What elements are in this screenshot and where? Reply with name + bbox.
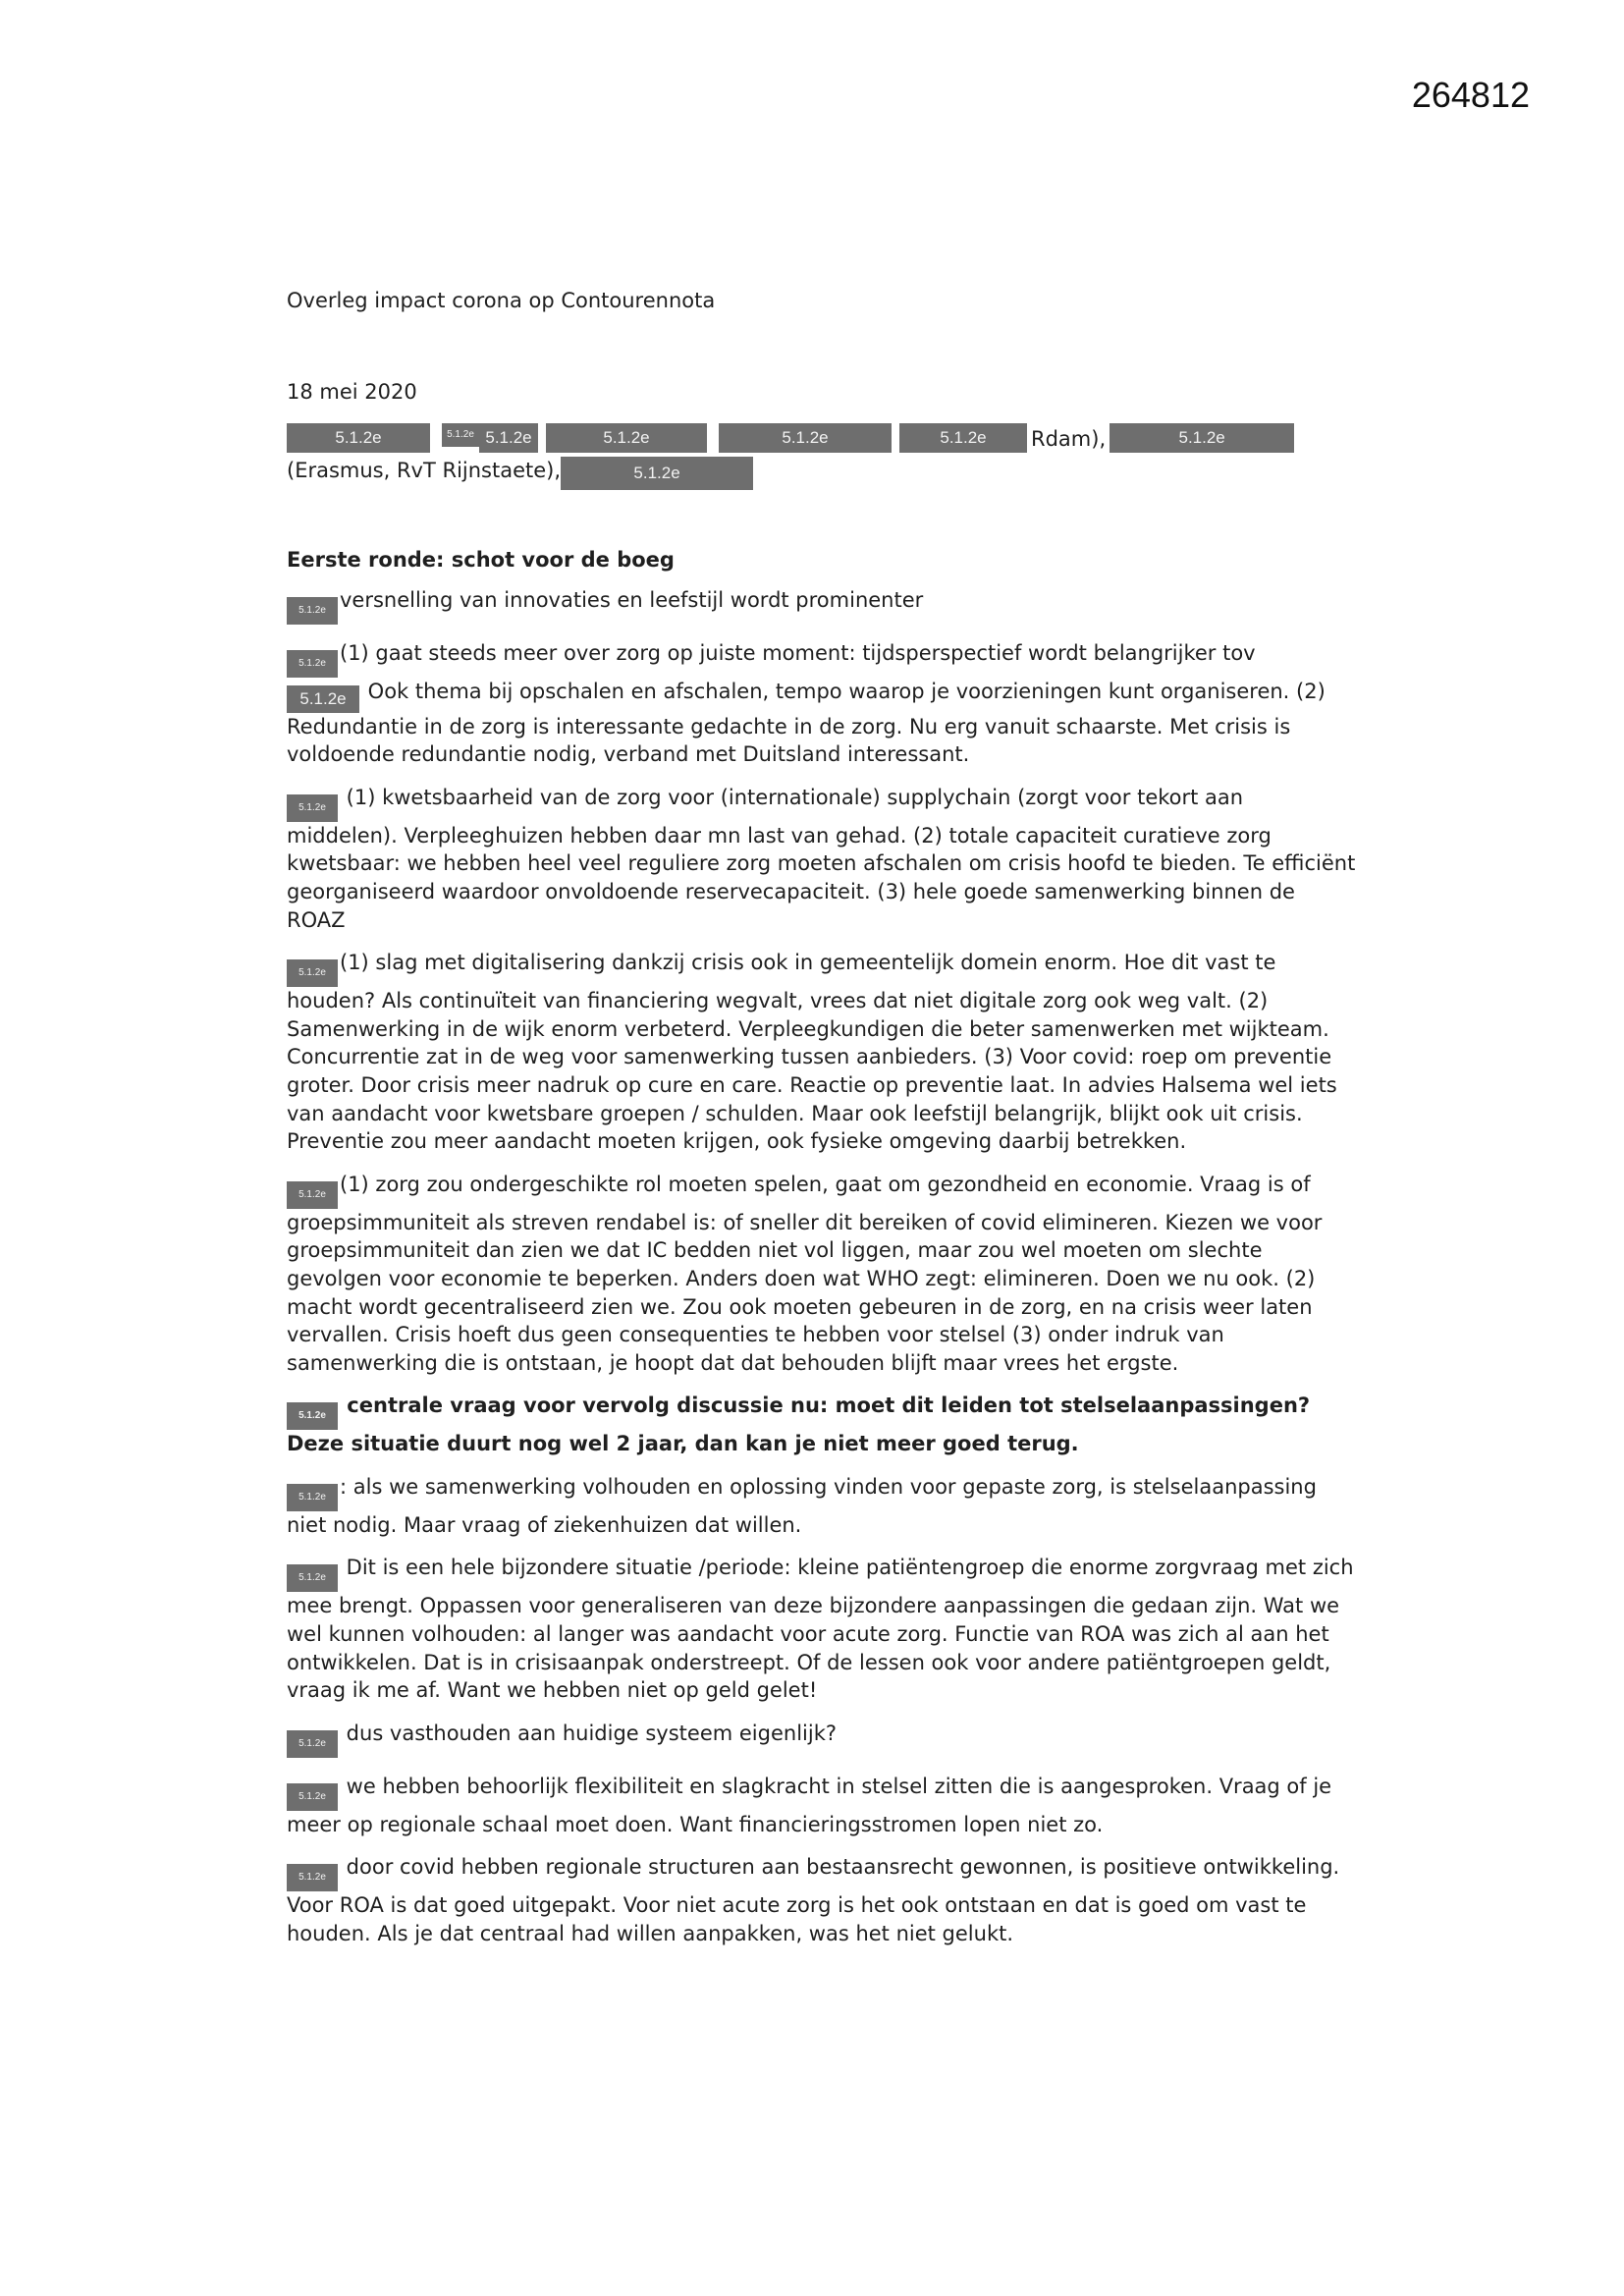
attendee-row-1 <box>287 423 1367 455</box>
redaction-block: 5.1.2e <box>1110 423 1294 453</box>
section-heading: Eerste ronde: schot voor de boeg <box>287 548 675 572</box>
redaction-block: 5.1.2e <box>287 1783 338 1811</box>
note-text: : als we samenwerking volhouden en oplossing vinden voor gepaste zorg, is stelselaanpassing niet nodig. Maar vraag of ziekenhuizen dat willen. <box>287 1474 1317 1537</box>
note-paragraph <box>287 1853 1357 1947</box>
redaction-block: 5.1.2e <box>287 1864 338 1891</box>
document-number: 264812 <box>1411 75 1530 115</box>
note-paragraph <box>287 784 1357 934</box>
redaction-block: 5.1.2e <box>287 685 359 713</box>
note-paragraph <box>287 1171 1357 1378</box>
note-paragraph <box>287 1392 1357 1458</box>
redaction-block: 5.1.2e <box>719 423 892 453</box>
note-text: (1) gaat steeds meer over zorg op juiste moment: tijdsperspectief wordt belangrijker tov <box>340 640 1256 665</box>
note-text: Ook thema bij opschalen en afschalen, tempo waarop je voorzieningen kunt organiseren. (2) Redundantie in de zorg is interessante gedachte in de zorg. Nu erg vanuit schaarste. Met crisis is voldoende redundantie nodig, verband met Duitsland interessant. <box>287 679 1326 767</box>
redaction-block: 5.1.2e <box>287 650 338 678</box>
note-text: Dit is een hele bijzondere situatie /periode: kleine patiëntengroep die enorme zorgvraag met zich mee brengt. Oppassen voor generaliseren van deze bijzondere aanpassingen die gedaan zijn. Wat we wel kunnen volhouden: al langer was aandacht voor acute zorg. Functie van ROA was zich al aan het ontwikkelen. Dat is in crisisaanpak onderstreept. Of de lessen ook voor andere patiëntgroepen geldt, vraag ik me af. Want we hebben niet op geld gelet! <box>287 1556 1354 1703</box>
note-text: door covid hebben regionale structuren aan bestaansrecht gewonnen, is positieve ontwikkeling. Voor ROA is dat goed uitgepakt. Voor niet acute zorg is het ook ontstaan en dat is goed om vast te houden. Als je dat centraal had willen aanpakken, was het niet gelukt. <box>287 1855 1340 1946</box>
redaction-block: 5.1.2e <box>287 1181 338 1209</box>
redaction-block: 5.1.2e <box>899 423 1027 453</box>
redaction-block: 5.1.2e <box>287 794 338 822</box>
attendee-list <box>287 423 1367 486</box>
note-text: (1) zorg zou ondergeschikte rol moeten spelen, gaat om gezondheid en economie. Vraag is of groepsimmuniteit als streven rendabel is: of sneller dit bereiken of covid elimineren. Kiezen we voor groepsimmuniteit dan zien we dat IC bedden niet vol liggen, maar zou wel moeten om slechte gevolgen voor economie te beperken. Anders doen wat WHO zegt: elimineren. Doen we nu ook. (2) macht wordt gecentraliseerd zien we. Zou ook moeten gebeuren in de zorg, en na crisis weer laten vervallen. Crisis hoeft dus geen consequenties te hebben voor stelsel (3) onder indruk van samenwerking die is ontstaan, je hoopt dat dat behouden blijft maar vrees het ergste. <box>287 1172 1323 1375</box>
note-paragraph <box>287 949 1357 1156</box>
redaction-block: 5.1.2e <box>546 423 707 453</box>
note-text: dus vasthouden aan huidige systeem eigenlijk? <box>340 1721 838 1745</box>
redaction-block: 5.1.2e <box>287 959 338 987</box>
note-paragraph <box>287 1773 1357 1839</box>
note-paragraph <box>287 1720 1357 1758</box>
note-paragraph <box>287 586 1357 625</box>
note-text: we hebben behoorlijk flexibiliteit en slagkracht in stelsel zitten die is aangesproken. Vraag of je meer op regionale schaal moet doen. Want financieringsstromen lopen niet zo. <box>287 1774 1332 1836</box>
redaction-block: 5.1.2e <box>287 1484 338 1511</box>
redaction-block: 5.1.2e <box>287 597 338 625</box>
redaction-block: 5.1.2e <box>442 423 479 447</box>
redaction-block: 5.1.2e <box>287 1402 338 1430</box>
page-title: Overleg impact corona op Contourennota <box>287 289 716 312</box>
attendee-text: (Erasmus, RvT Rijnstaete), <box>287 459 562 482</box>
meeting-date: 18 mei 2020 <box>287 380 417 404</box>
attendee-row-2 <box>287 455 1367 486</box>
redaction-block: 5.1.2e <box>479 423 538 453</box>
note-paragraph <box>287 1554 1357 1704</box>
note-text: versnelling van innovaties en leefstijl wordt prominenter <box>340 587 924 612</box>
note-text: (1) kwetsbaarheid van de zorg voor (internationale) supplychain (zorgt voor tekort aan middelen). Verpleeghuizen hebben daar mn last van gehad. (2) totale capaciteit curatieve zorg kwetsbaar: we hebben heel veel reguliere zorg moeten afschalen om crisis hoofd te bieden. Te efficiënt georganiseerd waardoor onvoldoende reservecapaciteit. (3) hele goede samenwerking binnen de ROAZ <box>287 785 1356 932</box>
meeting-notes <box>287 546 1357 1963</box>
redaction-block: 5.1.2e <box>561 457 753 490</box>
attendee-text: Rdam), <box>1031 427 1107 451</box>
note-paragraph <box>287 639 1357 769</box>
note-paragraph <box>287 1473 1357 1540</box>
note-text: centrale vraag voor vervolg discussie nu: moet dit leiden tot stelselaanpassingen? Deze situatie duurt nog wel 2 jaar, dan kan je niet meer goed terug. <box>287 1394 1311 1456</box>
redaction-block: 5.1.2e <box>287 1564 338 1592</box>
redaction-block: 5.1.2e <box>287 423 430 453</box>
note-text: (1) slag met digitalisering dankzij crisis ook in gemeentelijk domein enorm. Hoe dit vast te houden? Als continuïteit van financiering wegvalt, vrees dat niet digitale zorg ook weg valt. (2) Samenwerking in de wijk enorm verbeterd. Verpleegkundigen die beter samenwerken met wijkteam. Concurrentie zat in de weg voor samenwerking tussen aanbieders. (3) Voor covid: roep om preventie groter. Door crisis meer nadruk op cure en care. Reactie op preventie laat. In advies Halsema wel iets van aandacht voor kwetsbare groepen / schulden. Maar ook leefstijl belangrijk, blijkt ook uit crisis. Preventie zou meer aandacht moeten krijgen, ook fysieke omgeving daarbij betrekken. <box>287 951 1337 1154</box>
redaction-block: 5.1.2e <box>287 1730 338 1758</box>
